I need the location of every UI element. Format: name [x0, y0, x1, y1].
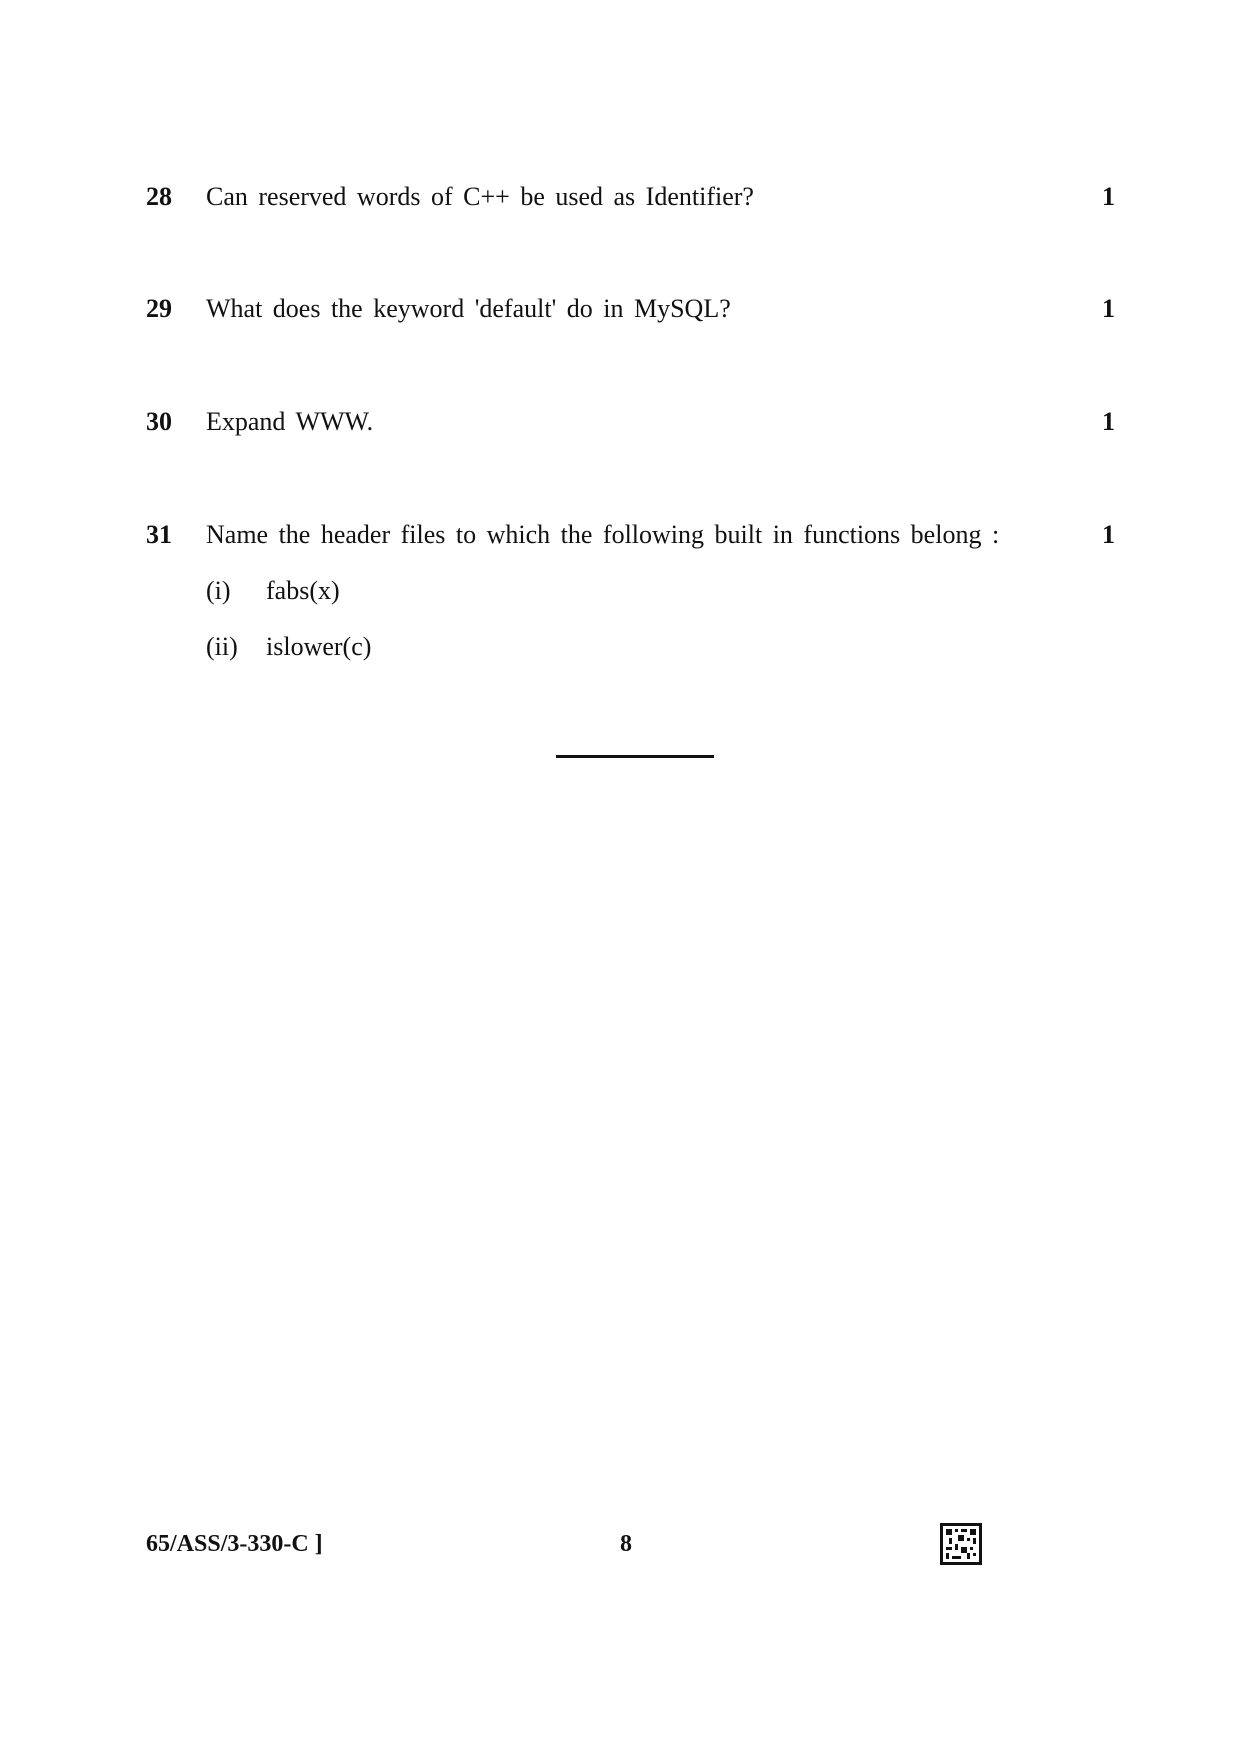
subpart-value: islower(c) [266, 632, 372, 661]
question-number: 29 [146, 294, 172, 323]
question-marks: 1 [1102, 182, 1115, 211]
question-text: Expand WWW. [206, 407, 374, 436]
question-29 [0, 289, 1240, 329]
question-30 [0, 402, 1240, 442]
subpart-label: (i) [206, 576, 231, 605]
question-31 [0, 515, 1240, 555]
question-marks: 1 [1102, 520, 1115, 549]
question-marks: 1 [1102, 294, 1115, 323]
question-text: Can reserved words of C++ be used as Identifier? [206, 182, 754, 211]
question-number: 28 [146, 182, 172, 211]
question-number: 30 [146, 407, 172, 436]
subpart-value: fabs(x) [266, 576, 340, 605]
question-marks: 1 [1102, 407, 1115, 436]
question-number: 31 [146, 520, 172, 549]
subpart-ii [0, 627, 1240, 667]
subpart-i [0, 571, 1240, 611]
page-number: 8 [620, 1531, 632, 1557]
question-text: What does the keyword 'default' do in MySQL? [206, 294, 731, 323]
subpart-label: (ii) [206, 632, 238, 661]
question-text: Name the header files to which the following built in functions belong : [206, 520, 1000, 549]
paper-code: 65/ASS/3-330-C ] [146, 1531, 323, 1557]
qr-code-icon [940, 1523, 982, 1565]
question-28 [0, 177, 1240, 217]
end-divider [556, 755, 714, 758]
